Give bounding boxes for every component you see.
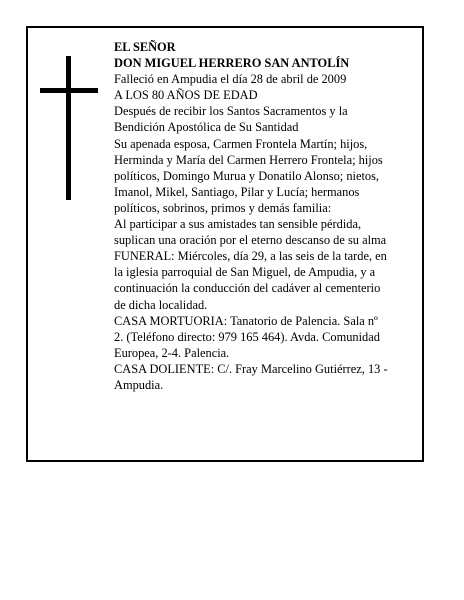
mourning-house-line-2: Ampudia. [114,377,164,392]
cross-vertical-bar [66,56,71,200]
funeral-line-3: continuación la conducción del cadáver al cementerio [114,281,381,296]
obituary-text [114,39,420,393]
family-line-1: Su apenada esposa, Carmen Frontela Martín; hijos, [114,136,368,151]
funeral-line-1: FUNERAL: Miércoles, día 29, a las seis de la tarde, en [114,249,387,264]
cross-icon [40,56,98,200]
funeral-line-2: la iglesia parroquial de San Miguel, de Ampudia, y a [114,265,376,280]
heading: EL SEÑOR [114,40,176,54]
mortuary-line-2: 2. (Teléfono directo: 979 165 464). Avda. Comunidad [114,329,380,344]
family-line-5: políticos, sobrinos, primos y demás familia: [114,200,332,215]
obituary-notice [26,26,424,462]
request-line-1: Al participar a sus amistades tan sensible pérdida, [114,217,362,232]
mortuary-line-3: Europea, 2-4. Palencia. [114,345,230,360]
family-line-3: políticos, Domingo Murua y Donatilo Alonso; nietos, [114,168,380,183]
deceased-name: DON MIGUEL HERRERO SAN ANTOLÍN [114,56,350,71]
sacraments-line-2: Bendición Apostólica de Su Santidad [114,120,299,135]
cross-horizontal-bar [40,88,98,93]
family-line-4: Imanol, Mikel, Santiago, Pilar y Lucía; hermanos [114,184,360,199]
funeral-line-4: de dicha localidad. [114,297,208,312]
mortuary-line-1: CASA MORTUORIA: Tanatorio de Palencia. Sala nº [114,313,378,328]
request-line-2: suplican una oración por el eterno descanso de su alma [114,233,387,248]
age-line: A LOS 80 AÑOS DE EDAD [114,88,258,103]
family-line-2: Herminda y María del Carmen Herrero Frontela; hijos [114,152,383,167]
death-date-line: Falleció en Ampudia el día 28 de abril de 2009 [114,72,347,87]
sacraments-line-1: Después de recibir los Santos Sacramentos y la [114,104,348,119]
mourning-house-line-1: CASA DOLIENTE: C/. Fray Marcelino Gutiérrez, 13 - [114,361,388,376]
